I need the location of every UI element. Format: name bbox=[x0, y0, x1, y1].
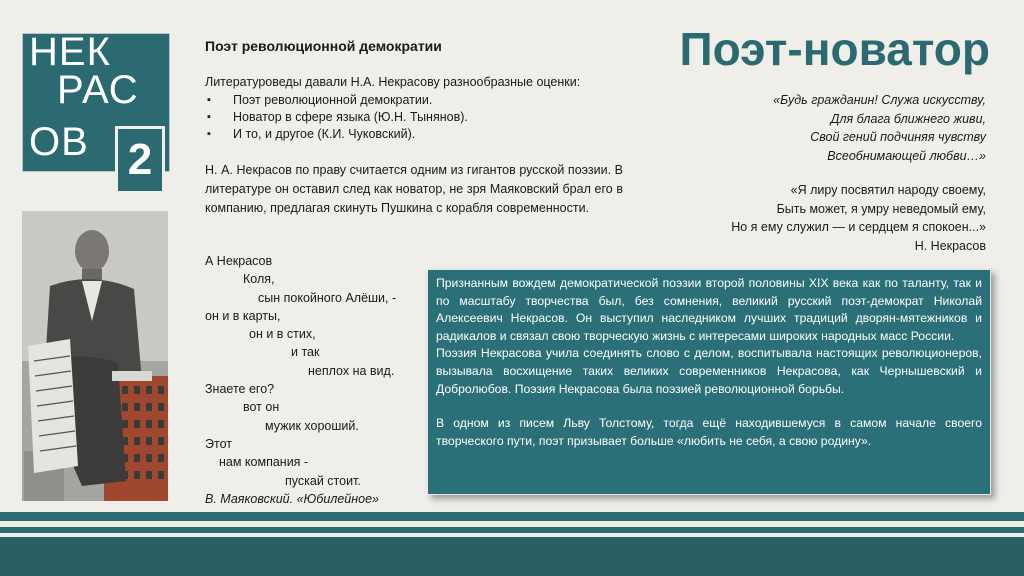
quote-lyre bbox=[731, 181, 986, 255]
quote-line: «Будь гражданин! Служа искусству, bbox=[773, 93, 986, 107]
logo-line-3: ОВ bbox=[29, 120, 89, 164]
quote-civic bbox=[773, 91, 986, 165]
poem-line: А Некрасов bbox=[205, 254, 273, 268]
section-subtitle: Поэт революционной демократии bbox=[205, 38, 442, 54]
quote-line: Но я ему служил — и сердцем я спокоен...» bbox=[731, 220, 986, 234]
info-paragraph: Поэзия Некрасова учила соединять слово с делом, воспитывала настоящих революционеров, вызывала восхищение таких великих современников Некрасова, как Чернышевский и Добролюбов. Поэзия Некрасова была поэзией революционной борьбы. bbox=[436, 346, 982, 396]
logo-line-2: РАС bbox=[57, 68, 139, 112]
logo-line-1: НЕК bbox=[29, 30, 111, 74]
list-item: ▪ И то, и другое (К.И. Чуковский). bbox=[205, 126, 468, 143]
poem-line: неплох на вид. bbox=[308, 363, 395, 378]
quote-line: Для блага ближнего живи, bbox=[830, 111, 986, 126]
poet-photo-illustration bbox=[22, 211, 168, 501]
quote-line: Быть может, я умру неведомый ему, bbox=[776, 201, 986, 216]
main-paragraph: Н. А. Некрасов по праву считается одним из гигантов русской поэзии. В литературе он оставил след как новатор, не зря Маяковский брал его в компанию, предлагая скинуть Пушкина с корабля современности. bbox=[205, 163, 623, 215]
list-item: ▪ Новатор в сфере языка (Ю.Н. Тынянов). bbox=[205, 109, 468, 126]
poem-line: он и в стих, bbox=[249, 327, 316, 342]
quote-line: «Я лиру посвятил народу своему, bbox=[790, 183, 986, 197]
poem-line: пускай стоит. bbox=[285, 473, 361, 488]
assessment-list bbox=[205, 92, 468, 143]
poem-line: Коля, bbox=[243, 272, 275, 287]
poem-line: Знаете его? bbox=[205, 382, 275, 397]
info-paragraph: Признанным вождем демократической поэзии второй половины XIX века как по таланту, так и по масштабу творчества был, без сомнения, великий русский поэт-демократ Николай Алексеевич Некрасов. Он выступил наследником лучших традиций дворян-мятежников и радикалов и связал свою творческую жизнь с интересами широких народных масс России. bbox=[436, 276, 982, 343]
poem-line: он и в карты, bbox=[205, 308, 281, 323]
poem-line: Этот bbox=[205, 436, 232, 451]
list-item: ▪ Поэт революционной демократии. bbox=[205, 92, 468, 109]
info-box bbox=[427, 269, 991, 495]
footer-bar bbox=[0, 537, 1024, 576]
slide-number-badge: 2 bbox=[115, 126, 165, 194]
mayakovsky-poem bbox=[205, 252, 396, 508]
poem-signature: В. Маяковский. «Юбилейное» bbox=[205, 491, 379, 506]
poem-line: и так bbox=[291, 345, 320, 360]
poem-line: вот он bbox=[243, 400, 280, 415]
page-title: Поэт-новатор bbox=[679, 23, 990, 75]
quote-line: Свой гений подчиняя чувству bbox=[810, 130, 986, 144]
info-paragraph: В одном из писем Льву Толстому, тогда ещё находившемуся в самом начале своего творческого пути, поэт призывает больше «любить не себя, а свою родину». bbox=[436, 416, 982, 448]
intro-text: Литературоведы давали Н.А. Некрасову разнообразные оценки: bbox=[205, 75, 581, 89]
poem-line: мужик хороший. bbox=[265, 418, 359, 433]
quote-author: Н. Некрасов bbox=[914, 238, 986, 253]
poet-photo bbox=[22, 211, 168, 501]
poem-line: нам компания - bbox=[219, 455, 309, 470]
footer-stripe bbox=[0, 527, 1024, 533]
poem-line: сын покойного Алёши, - bbox=[258, 290, 397, 305]
footer-stripe bbox=[0, 512, 1024, 521]
quote-line: Всеобнимающей любви…» bbox=[827, 148, 986, 163]
